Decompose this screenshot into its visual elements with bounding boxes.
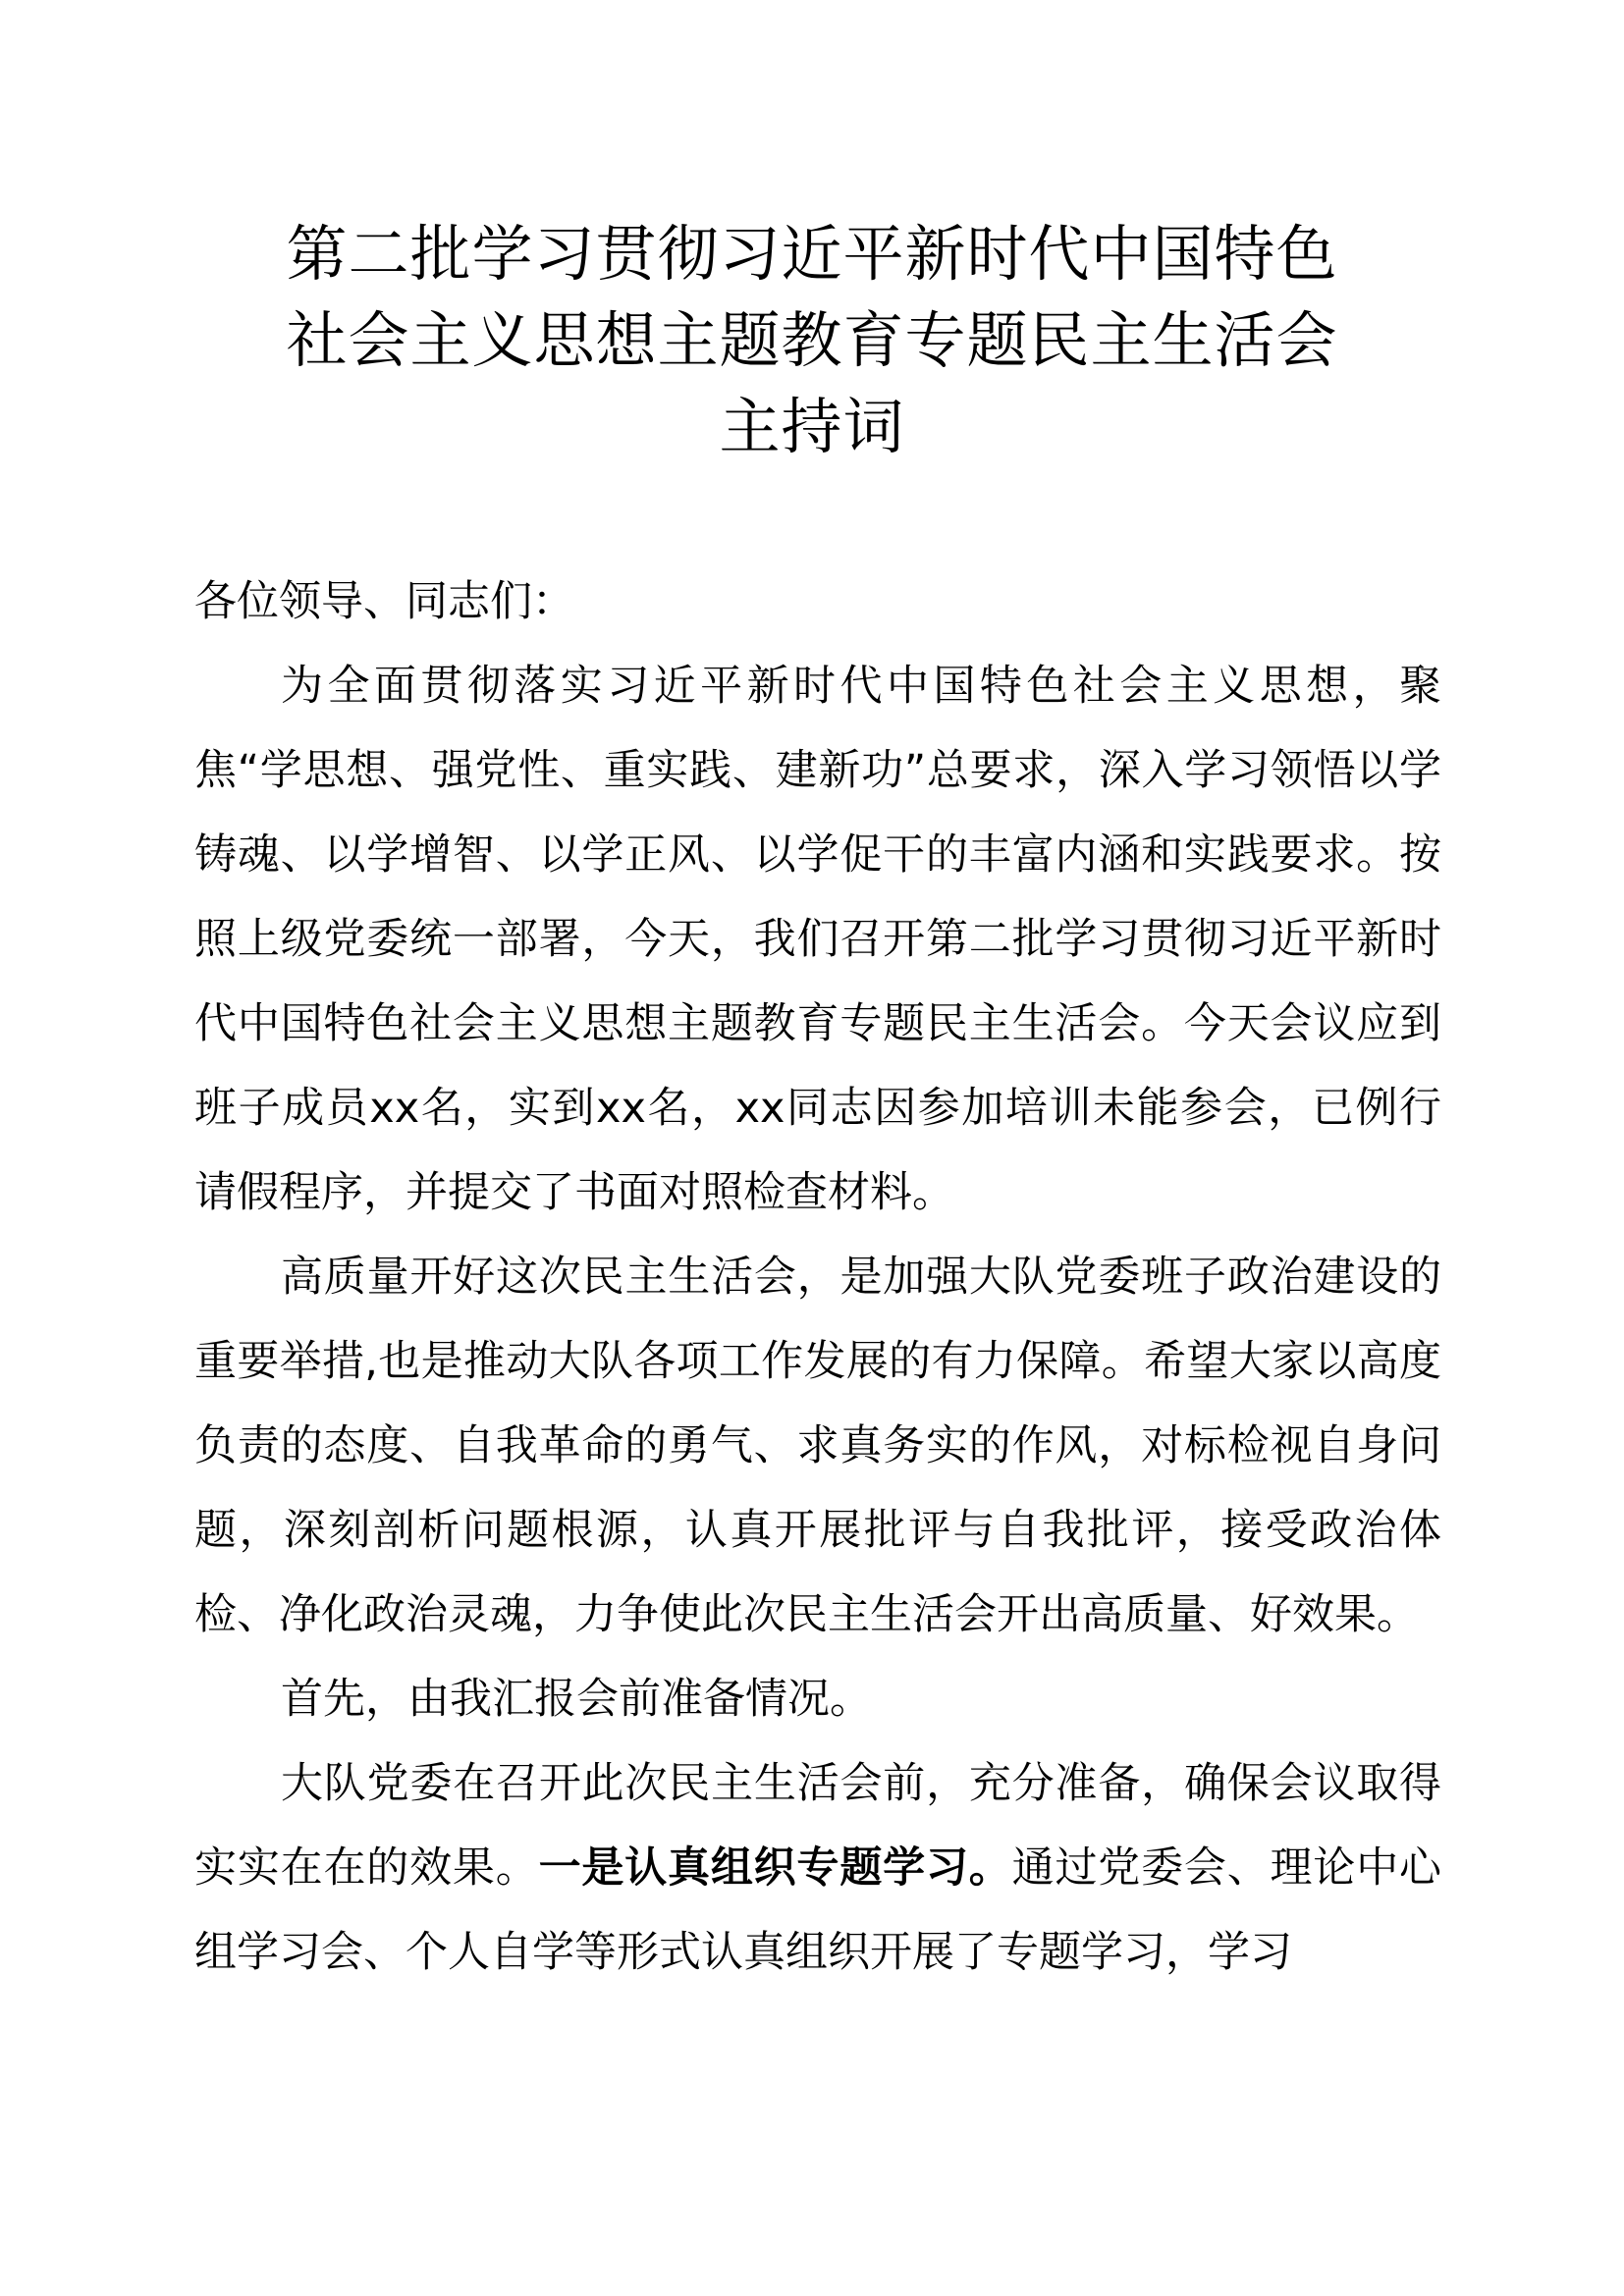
paragraph-report-intro: 首先，由我汇报会前准备情况。 (281, 1675, 872, 1724)
preparation-detail-text: 通过党委会、理论中心组学习会、个人自学等形式认真组织开展了专题学习，学习 (194, 1843, 1442, 1977)
paragraph-preparation (194, 1741, 1441, 1995)
title-line-1: 第二批学习贯彻习近平新时代中国特色 (286, 218, 1338, 290)
salutation: 各位领导、同志们： (194, 577, 574, 626)
preparation-bold-point: 一是认真组织专题学习。 (538, 1843, 1012, 1893)
document-title (196, 211, 1428, 470)
document-body (194, 560, 1441, 1995)
title-line-3: 主持词 (719, 391, 905, 462)
title-line-2: 社会主义思想主题教育专题民主生活会 (286, 304, 1338, 376)
paragraph-significance: 高质量开好这次民主生活会，是加强大队党委班子政治建设的重要举措,也是推动大队各项工作发展的有力保障。希望大家以高度负责的态度、自我革命的勇气、求真务实的作风，对标检视自身问题，深刻剖析问题根源，认真开展批评与自我批评，接受政治体检、净化政治灵魂，力争使此次民主生活会开出高质量、好效果。 (194, 1253, 1441, 1639)
preparation-lead-text: 大队党委在召开此次民主生活会前，充分准备，确保会议取得实实在在的效果。 (194, 1759, 1441, 1893)
paragraph-opening: 为全面贯彻落实习近平新时代中国特色社会主义思想，聚焦“学思想、强党性、重实践、建新功”总要求，深入学习领悟以学铸魂、以学增智、以学正风、以学促干的丰富内涵和实践要求。按照上级党委统一部署，今天，我们召开第二批学习贯彻习近平新时代中国特色社会主义思想主题教育专题民主生活会。今天会议应到班子成员xx名，实到xx名，xx同志因参加培训未能参会，已例行请假程序，并提交了书面对照检查材料。 (194, 662, 1441, 1217)
